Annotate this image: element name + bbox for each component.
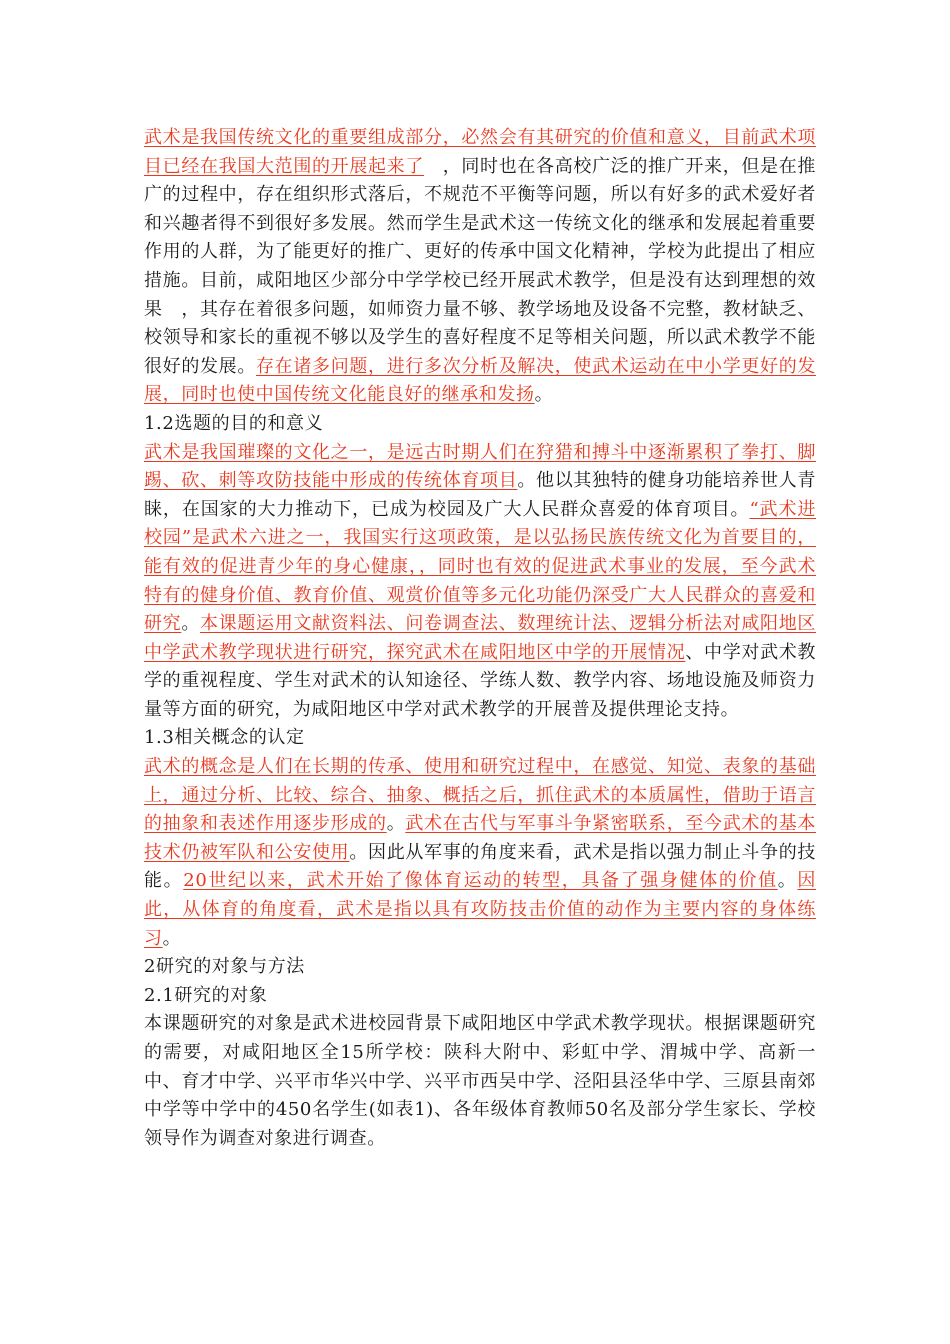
text-run: ，同时也在各高校广泛的推广开来，但是在推广的过程中，存在组织形式落后，不规范不平衡等问题，所以有好多的武术爱好者和兴趣者得不到很好多发展。然而学生是武术这一传统文化的继承和发展起着重要作用的人群，为了能更好的推广、更好的传承中国文化精神，学校为此提出了相应措施。目前，咸阳地区少部分中学学校已经开展武术教学，但是没有达到理想的效果 ，其存在着很多问题，如师资力量不够、教学场地及设备不完整，教材缺乏、校领导和家长的重视不够以及学生的喜好程度不足等相关问题，所以武术教学不能很好的发展。	[144, 155, 816, 377]
paragraph-1	[144, 124, 816, 410]
section-heading-1-2: 1.2选题的目的和意义	[144, 412, 324, 434]
section-heading-1-3: 1.3相关概念的认定	[144, 727, 305, 749]
text-run: 本课题研究的对象是武术进校园背景下咸阳地区中学武术教学现状。根据课题研究的需要，对咸阳地区全15所学校：陕科大附中、彩虹中学、渭城中学、高新一中、育才中学、兴平市华兴中学、兴平市西吴中学、泾阳县泾华中学、三原县南郊中学等中学中的450名学生(如表1)、各年级体育教师50名及部分学生家长、学校领导作为调查对象进行调查。	[144, 1013, 816, 1149]
text-run: 。	[181, 613, 201, 635]
section-heading-2: 2研究的对象与方法	[144, 956, 305, 978]
paragraph-2	[144, 439, 816, 725]
text-run: 、中学对武术教学的重视程度、学生对武术的认知途径、学练人数、教学内容、场地设施及师资力量等方面的研究，为咸阳地区中学对武术教学的开展普及提供理论支持。	[144, 641, 816, 720]
paragraph-4	[144, 1010, 816, 1153]
text-run: 武术是我国传统文化的重要组成部分，必然会有其研究的价值和意义，目前武术项目已经在我国大范围的开展起来了	[144, 127, 816, 177]
document-page	[144, 124, 816, 1153]
paragraph-3	[144, 753, 816, 953]
text-run: 武术在古代与军事斗争紧密联系，至今武术的基本技术仍被军队和公安使用	[144, 813, 816, 863]
text-run: 存在诸多问题，进行多次分析及解决，使武术运动在中小学更好的发展，同时也使中国传统文化能良好的继承和发扬	[144, 355, 816, 406]
text-run: 本课题运用文献资料法、问卷调查法、数理统计法、逻辑分析法对咸阳地区中学武术教学现状进行研究，探究武术在咸阳地区中学的开展情况	[144, 613, 816, 663]
text-run: 。他以其独特的健身功能培养世人青睐，在国家的大力推动下，已成为校园及广大人民群众喜爱的体育项目。	[144, 470, 816, 520]
section-heading-2-1: 2.1研究的对象	[144, 984, 268, 1006]
text-run: 20世纪以来，武术开始了像体育运动的转型，具备了强身健体的价值	[183, 870, 778, 892]
text-run: 武术的概念是人们在长期的传承、使用和研究过程中，在感觉、知觉、表象的基础上，通过分析、比较、综合、抽象、概括之后，抓住武术的本质属性，借助于语言的抽象和表述作用逐步形成的	[144, 756, 816, 835]
text-run: 。	[162, 927, 182, 949]
text-run: “武术进校园”是武术六进之一，我国实行这项政策，是以弘扬民族传统文化为首要目的，能有效的促进青少年的身心健康，，同时也有效的促进武术事业的发展，至今武术特有的健身价值、教育价值、观赏价值等多元化功能仍深受广大人民群众的喜爱和研究	[144, 498, 816, 635]
text-run: 因此，从体育的角度看，武术是指以具有攻防技击价值的动作为主要内容的身体练习	[144, 870, 816, 949]
text-run: 。	[777, 870, 798, 892]
text-run: 武术是我国璀璨的文化之一，是远古时期人们在狩猎和搏斗中逐渐累积了拳打、脚踢、砍、刺等攻防技能中形成的传统体育项目	[144, 441, 816, 492]
text-run: 。因此从军事的角度来看，武术是指以强力制止斗争的技能。	[144, 841, 816, 892]
text-run: 。	[386, 813, 406, 835]
text-run: 。	[534, 384, 554, 406]
